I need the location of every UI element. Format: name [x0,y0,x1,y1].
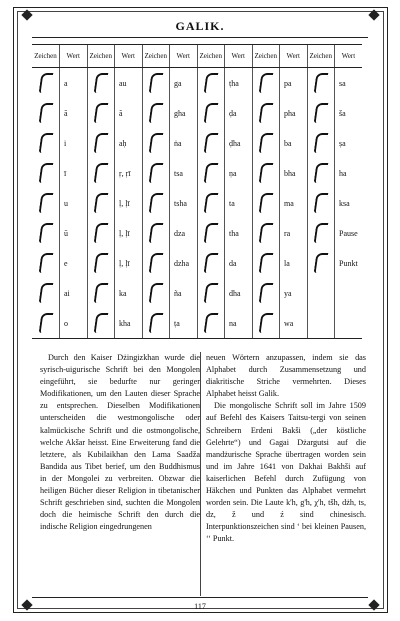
mongolian-script-glyph [87,248,115,278]
script-character-icon [313,163,328,183]
script-character-icon [148,283,163,303]
script-character-icon [313,223,328,243]
mongolian-script-glyph [197,68,225,99]
mongolian-script-glyph [307,248,335,278]
column-header: Zeichen [307,45,335,68]
mongolian-script-glyph [32,218,60,248]
table-row [32,128,362,158]
transliteration-value: ša [335,98,363,128]
mongolian-script-glyph [307,158,335,188]
transliteration-value: ā [60,98,88,128]
mongolian-script-glyph [32,158,60,188]
column-header: Wert [335,45,363,68]
table-row [32,68,362,99]
script-character-icon [38,253,53,273]
transliteration-value: ga [170,68,198,99]
script-character-icon [38,223,53,243]
transliteration-value: u [60,188,88,218]
table-row [32,188,362,218]
transliteration-value: ḷ, ḷī [115,248,143,278]
mongolian-script-glyph [142,98,170,128]
column-header: Wert [225,45,253,68]
transliteration-value: Pause [335,218,363,248]
mongolian-script-glyph [197,158,225,188]
paragraph: Die mongolische Schrift soll im Jahre 1509 auf Befehl des Kaisers Taitsu-tergi von seinen Schreibern Erdeni Bakši („der köstliche Gelehrte“) und Gagai Dżargutsi auf die mandżurische Sprache übertragen worden sein und im Jahre 1641 von Dakhai Bakhši auf kaiserlichen Befehl durch Zufügung von Häkchen und Punkten das Alphabet vermehrt worden sein. Die Laute k'h, g'h, χ'h, tšh, dżh, ts, dz, ž und ź sind chinesisch. Interpunktionszeichen sind ‘ bei kleinen Pausen, ‘‘ Punkt. [206,401,366,544]
transliteration-value: tsa [170,158,198,188]
mongolian-script-glyph [307,68,335,99]
script-character-icon [203,283,218,303]
script-character-icon [203,163,218,183]
script-character-icon [93,193,108,213]
alphabet-table [32,44,362,339]
script-character-icon [93,223,108,243]
transliteration-value: sa [335,68,363,99]
transliteration-value: kha [115,308,143,339]
mongolian-script-glyph [197,188,225,218]
table-row [32,278,362,308]
script-character-icon [148,103,163,123]
script-character-icon [93,163,108,183]
script-character-icon [93,253,108,273]
table-row [32,158,362,188]
column-header: Wert [280,45,308,68]
script-character-icon [148,73,163,93]
transliteration-value: a [60,68,88,99]
mongolian-script-glyph [307,128,335,158]
script-character-icon [148,163,163,183]
transliteration-value: i [60,128,88,158]
transliteration-value: dzha [170,248,198,278]
transliteration-value: ã [115,98,143,128]
mongolian-script-glyph [32,248,60,278]
mongolian-script-glyph [252,128,280,158]
mongolian-script-glyph [197,248,225,278]
script-character-icon [148,133,163,153]
mongolian-script-glyph [87,308,115,339]
transliteration-value: ḍha [225,128,253,158]
mongolian-script-glyph [307,308,335,339]
mongolian-script-glyph [142,218,170,248]
transliteration-value: ya [280,278,308,308]
script-character-icon [93,313,108,333]
transliteration-value: ra [280,218,308,248]
script-character-icon [203,193,218,213]
text-column-right [206,352,366,546]
script-character-icon [93,103,108,123]
transliteration-value: ha [335,158,363,188]
mongolian-script-glyph [197,218,225,248]
mongolian-script-glyph [252,188,280,218]
script-character-icon [93,73,108,93]
script-character-icon [38,73,53,93]
script-character-icon [313,103,328,123]
transliteration-value: la [280,248,308,278]
mongolian-script-glyph [252,308,280,339]
script-character-icon [38,283,53,303]
transliteration-value: ksa [335,188,363,218]
transliteration-value: ṅa [170,128,198,158]
script-character-icon [148,223,163,243]
text-column-left: Durch den Kaiser Dżingizkhan wurde die syrisch-uigurische Schrift bei den Mongolen eingeführt, sie bedurfte nur geringer Modifikationen, um den Lauten dieser Sprache zu entsprechen. Dieselben Modifikationen unterscheiden die westmongolische oder kalmückische Schrift und die ostmongolische, welche Akšar heisst. Eine Erweiterung fand die letztere, als Kubilaikhan den Lama Saadža Bandida aus Tibet berief, um den Buddhismus in der Mongolei zu verbreiten. Obzwar die heiligen Bücher dieser Religion in tibetanischer Schrift geschrieben sind, suchten die Mongolen doch die heimische Schrift den durch die indische Religion eingedrungenen [40,353,200,532]
script-character-icon [148,193,163,213]
transliteration-value: na [225,308,253,339]
table-row [32,218,362,248]
mongolian-script-glyph [87,128,115,158]
transliteration-value: ta [225,188,253,218]
mongolian-script-glyph [142,68,170,99]
mongolian-script-glyph [32,188,60,218]
script-character-icon [313,253,328,273]
transliteration-value: ṛ, ṛī [115,158,143,188]
script-character-icon [313,73,328,93]
mongolian-script-glyph [142,158,170,188]
bottom-rule [32,597,368,598]
transliteration-value: ḍa [225,98,253,128]
column-header: Wert [170,45,198,68]
transliteration-value: wa [280,308,308,339]
script-character-icon [38,103,53,123]
transliteration-value: dha [225,278,253,308]
script-character-icon [93,133,108,153]
script-character-icon [258,73,273,93]
mongolian-script-glyph [252,98,280,128]
transliteration-value: ṇa [225,158,253,188]
script-character-icon [203,133,218,153]
column-header: Wert [60,45,88,68]
transliteration-value: ma [280,188,308,218]
mongolian-script-glyph [197,278,225,308]
transliteration-value: da [225,248,253,278]
mongolian-script-glyph [142,128,170,158]
transliteration-value: ḷ, ḷī [115,188,143,218]
mongolian-script-glyph [142,308,170,339]
mongolian-script-glyph [32,68,60,99]
table-row [32,98,362,128]
page-title: GALIK. [175,19,225,33]
transliteration-value: ṣa [335,128,363,158]
transliteration-value: ai [60,278,88,308]
column-header: Zeichen [197,45,225,68]
script-character-icon [258,193,273,213]
paragraph: neuen Wörtern anzupassen, indem sie das Alphabet durch Zusammensetzung und diakritische Striche vermehrten. Dieses Alphabet heisst Galik. [206,353,366,399]
transliteration-value [335,278,363,308]
transliteration-value: bha [280,158,308,188]
script-character-icon [258,283,273,303]
column-header: Zeichen [87,45,115,68]
script-character-icon [93,283,108,303]
mongolian-script-glyph [87,278,115,308]
transliteration-value: ḷ, ḷī [115,218,143,248]
script-character-icon [258,163,273,183]
alphabet-table-body [32,68,362,339]
transliteration-value: Punkt [335,248,363,278]
script-character-icon [38,163,53,183]
mongolian-script-glyph [32,278,60,308]
mongolian-script-glyph [252,278,280,308]
column-header: Wert [115,45,143,68]
mongolian-script-glyph [197,308,225,339]
script-character-icon [258,133,273,153]
script-character-icon [203,103,218,123]
script-character-icon [258,313,273,333]
script-character-icon [203,313,218,333]
transliteration-value: tha [225,218,253,248]
transliteration-value: dza [170,218,198,248]
transliteration-value: pa [280,68,308,99]
transliteration-value: ī [60,158,88,188]
mongolian-script-glyph [252,68,280,99]
transliteration-value: ū [60,218,88,248]
transliteration-value: au [115,68,143,99]
transliteration-value: o [60,308,88,339]
table-row [32,308,362,339]
transliteration-value: pha [280,98,308,128]
script-character-icon [313,193,328,213]
transliteration-value: aḥ [115,128,143,158]
mongolian-script-glyph [87,218,115,248]
mongolian-script-glyph [87,158,115,188]
mongolian-script-glyph [252,158,280,188]
mongolian-script-glyph [197,98,225,128]
transliteration-value: tsha [170,188,198,218]
column-divider [200,352,201,596]
transliteration-value: ṭa [170,308,198,339]
mongolian-script-glyph [307,188,335,218]
transliteration-value [335,308,363,339]
transliteration-value: gha [170,98,198,128]
mongolian-script-glyph [87,98,115,128]
mongolian-script-glyph [32,98,60,128]
mongolian-script-glyph [32,308,60,339]
mongolian-script-glyph [142,188,170,218]
column-header: Zeichen [142,45,170,68]
transliteration-value: e [60,248,88,278]
mongolian-script-glyph [142,278,170,308]
mongolian-script-glyph [87,68,115,99]
mongolian-script-glyph [32,128,60,158]
transliteration-value: ña [170,278,198,308]
script-character-icon [148,253,163,273]
column-header: Zeichen [252,45,280,68]
mongolian-script-glyph [142,248,170,278]
script-character-icon [258,253,273,273]
title-rule [32,37,368,38]
transliteration-value: ba [280,128,308,158]
table-row [32,248,362,278]
script-character-icon [203,253,218,273]
mongolian-script-glyph [252,248,280,278]
mongolian-script-glyph [87,188,115,218]
script-character-icon [258,103,273,123]
mongolian-script-glyph [307,278,335,308]
script-character-icon [313,133,328,153]
script-character-icon [38,133,53,153]
transliteration-value: ṭha [225,68,253,99]
mongolian-script-glyph [307,218,335,248]
script-character-icon [203,223,218,243]
table-header-row [32,45,362,68]
mongolian-script-glyph [197,128,225,158]
script-character-icon [148,313,163,333]
page-number: 117 [194,602,206,611]
script-character-icon [203,73,218,93]
column-header: Zeichen [32,45,60,68]
script-character-icon [38,193,53,213]
mongolian-script-glyph [252,218,280,248]
script-character-icon [258,223,273,243]
transliteration-value: ka [115,278,143,308]
script-character-icon [38,313,53,333]
mongolian-script-glyph [307,98,335,128]
